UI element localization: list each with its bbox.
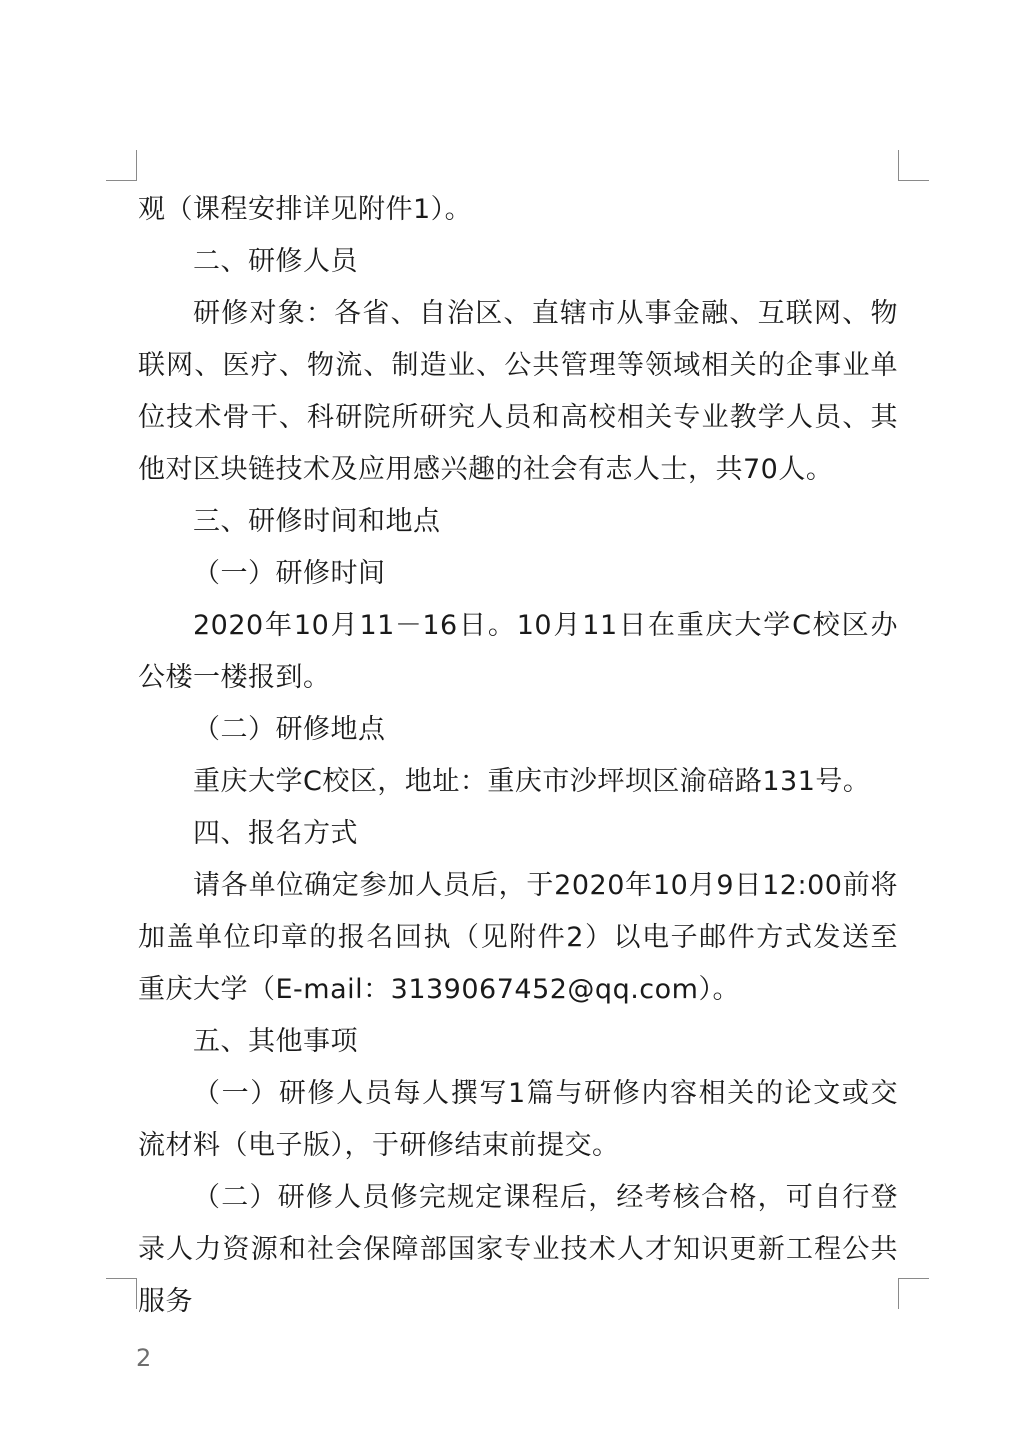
paragraph-continuation: 观（课程安排详见附件1）。 (138, 194, 473, 225)
page-number: 2 (136, 1344, 152, 1372)
section-heading-registration: 四、报名方式 (193, 818, 358, 849)
document-body (138, 184, 898, 1328)
paragraph-participants: 研修对象：各省、自治区、直辖市从事金融、互联网、物联网、医疗、物流、制造业、公共管理等领域相关的企事业单位技术骨干、科研院所研究人员和高校相关专业教学人员、其他对区块链技术及应用感兴趣的社会有志人士，共70人。 (138, 298, 898, 485)
section-heading-time-place: 三、研修时间和地点 (193, 506, 441, 537)
section-heading-other: 五、其他事项 (193, 1026, 358, 1057)
paragraph-other-2: （二）研修人员修完规定课程后，经考核合格，可自行登录人力资源和社会保障部国家专业技术人才知识更新工程公共服务 (138, 1182, 898, 1317)
crop-mark-top-right (898, 150, 929, 181)
crop-mark-top-left (106, 150, 137, 181)
crop-mark-bottom-left (106, 1278, 137, 1309)
paragraph-time: 2020年10月11－16日。10月11日在重庆大学C校区办公楼一楼报到。 (138, 610, 898, 693)
section-heading-participants: 二、研修人员 (193, 246, 358, 277)
subheading-place: （二）研修地点 (193, 714, 386, 745)
subheading-time: （一）研修时间 (193, 558, 386, 589)
paragraph-place: 重庆大学C校区，地址：重庆市沙坪坝区渝碚路131号。 (193, 766, 871, 797)
paragraph-registration: 请各单位确定参加人员后，于2020年10月9日12:00前将加盖单位印章的报名回执（见附件2）以电子邮件方式发送至重庆大学（E-mail：3139067452@qq.com）。 (138, 870, 898, 1005)
paragraph-other-1: （一）研修人员每人撰写1篇与研修内容相关的论文或交流材料（电子版），于研修结束前提交。 (138, 1078, 898, 1161)
crop-mark-bottom-right (898, 1278, 929, 1309)
